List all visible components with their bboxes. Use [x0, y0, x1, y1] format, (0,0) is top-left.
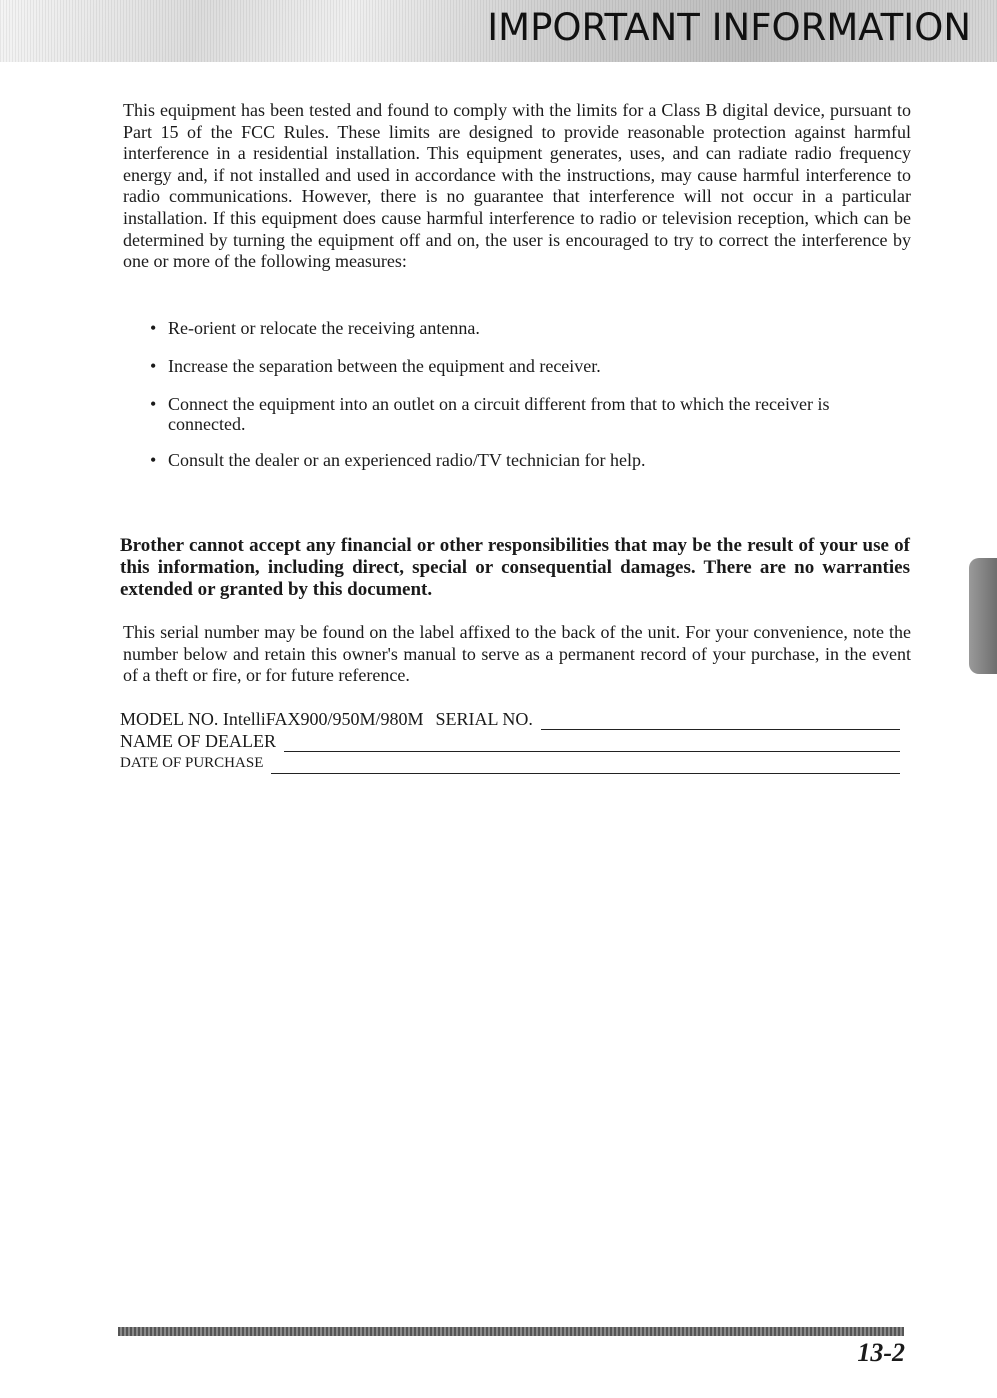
page-number: 13-2: [857, 1338, 905, 1367]
header-band: [0, 0, 997, 62]
fcc-compliance-paragraph: This equipment has been tested and found to comply with the limits for a Class B digital device, pursuant to Part 15 of the FCC Rules. These limits are designed to provide reasonable protection against harmful interference in a residential installation. This equipment generates, uses, and can radiate radio frequency energy and, if not installed and used in accordance with the instructions, may cause harmful interference to radio communications. However, there is no guarantee that interference will not occur in a particular installation. If this equipment does cause harmful interference to radio or television reception, which can be determined by turning the equipment off and on, the user is encouraged to try to correct the interference by one or more of the following measures:: [123, 100, 911, 272]
interference-measures-list: [150, 318, 910, 488]
dealer-row: [120, 730, 900, 752]
list-item-text: Connect the equipment into an outlet on a circuit different from that to which the receiver is connected.: [168, 394, 830, 434]
dealer-label: NAME OF DEALER: [120, 731, 276, 751]
serial-number-field[interactable]: [541, 713, 900, 730]
page-title: IMPORTANT INFORMATION: [487, 6, 971, 49]
list-item: [150, 356, 910, 376]
list-item: [150, 450, 910, 470]
serial-label: SERIAL NO.: [435, 709, 533, 729]
serial-number-paragraph: This serial number may be found on the label affixed to the back of the unit. For your convenience, note the number below and retain this owner's manual to serve as a permanent record of your purchase, in the event of a theft or fire, or for future reference.: [123, 622, 911, 686]
model-label: MODEL NO. IntelliFAX900/950M/980M: [120, 709, 424, 729]
purchase-date-row: [120, 752, 900, 774]
purchase-date-label: DATE OF PURCHASE: [120, 755, 264, 771]
model-serial-row: [120, 708, 900, 730]
list-item: [150, 394, 910, 434]
liability-disclaimer: Brother cannot accept any financial or other responsibilities that may be the result of your use of this information, including direct, special or consequential damages. There are no warranties extended or granted by this document.: [120, 535, 910, 600]
chapter-tab: [969, 558, 997, 674]
bullet-icon: •: [150, 356, 157, 376]
footer-rule: [118, 1327, 904, 1336]
bullet-icon: •: [150, 318, 157, 338]
list-item-text: Increase the separation between the equipment and receiver.: [168, 356, 601, 376]
purchase-date-field[interactable]: [271, 757, 900, 774]
bullet-icon: •: [150, 450, 157, 470]
bullet-icon: •: [150, 394, 157, 414]
list-item: [150, 318, 910, 338]
purchase-record-form: [120, 708, 900, 774]
dealer-name-field[interactable]: [284, 735, 900, 752]
list-item-text: Re-orient or relocate the receiving antenna.: [168, 318, 480, 338]
list-item-text: Consult the dealer or an experienced radio/TV technician for help.: [168, 450, 646, 470]
